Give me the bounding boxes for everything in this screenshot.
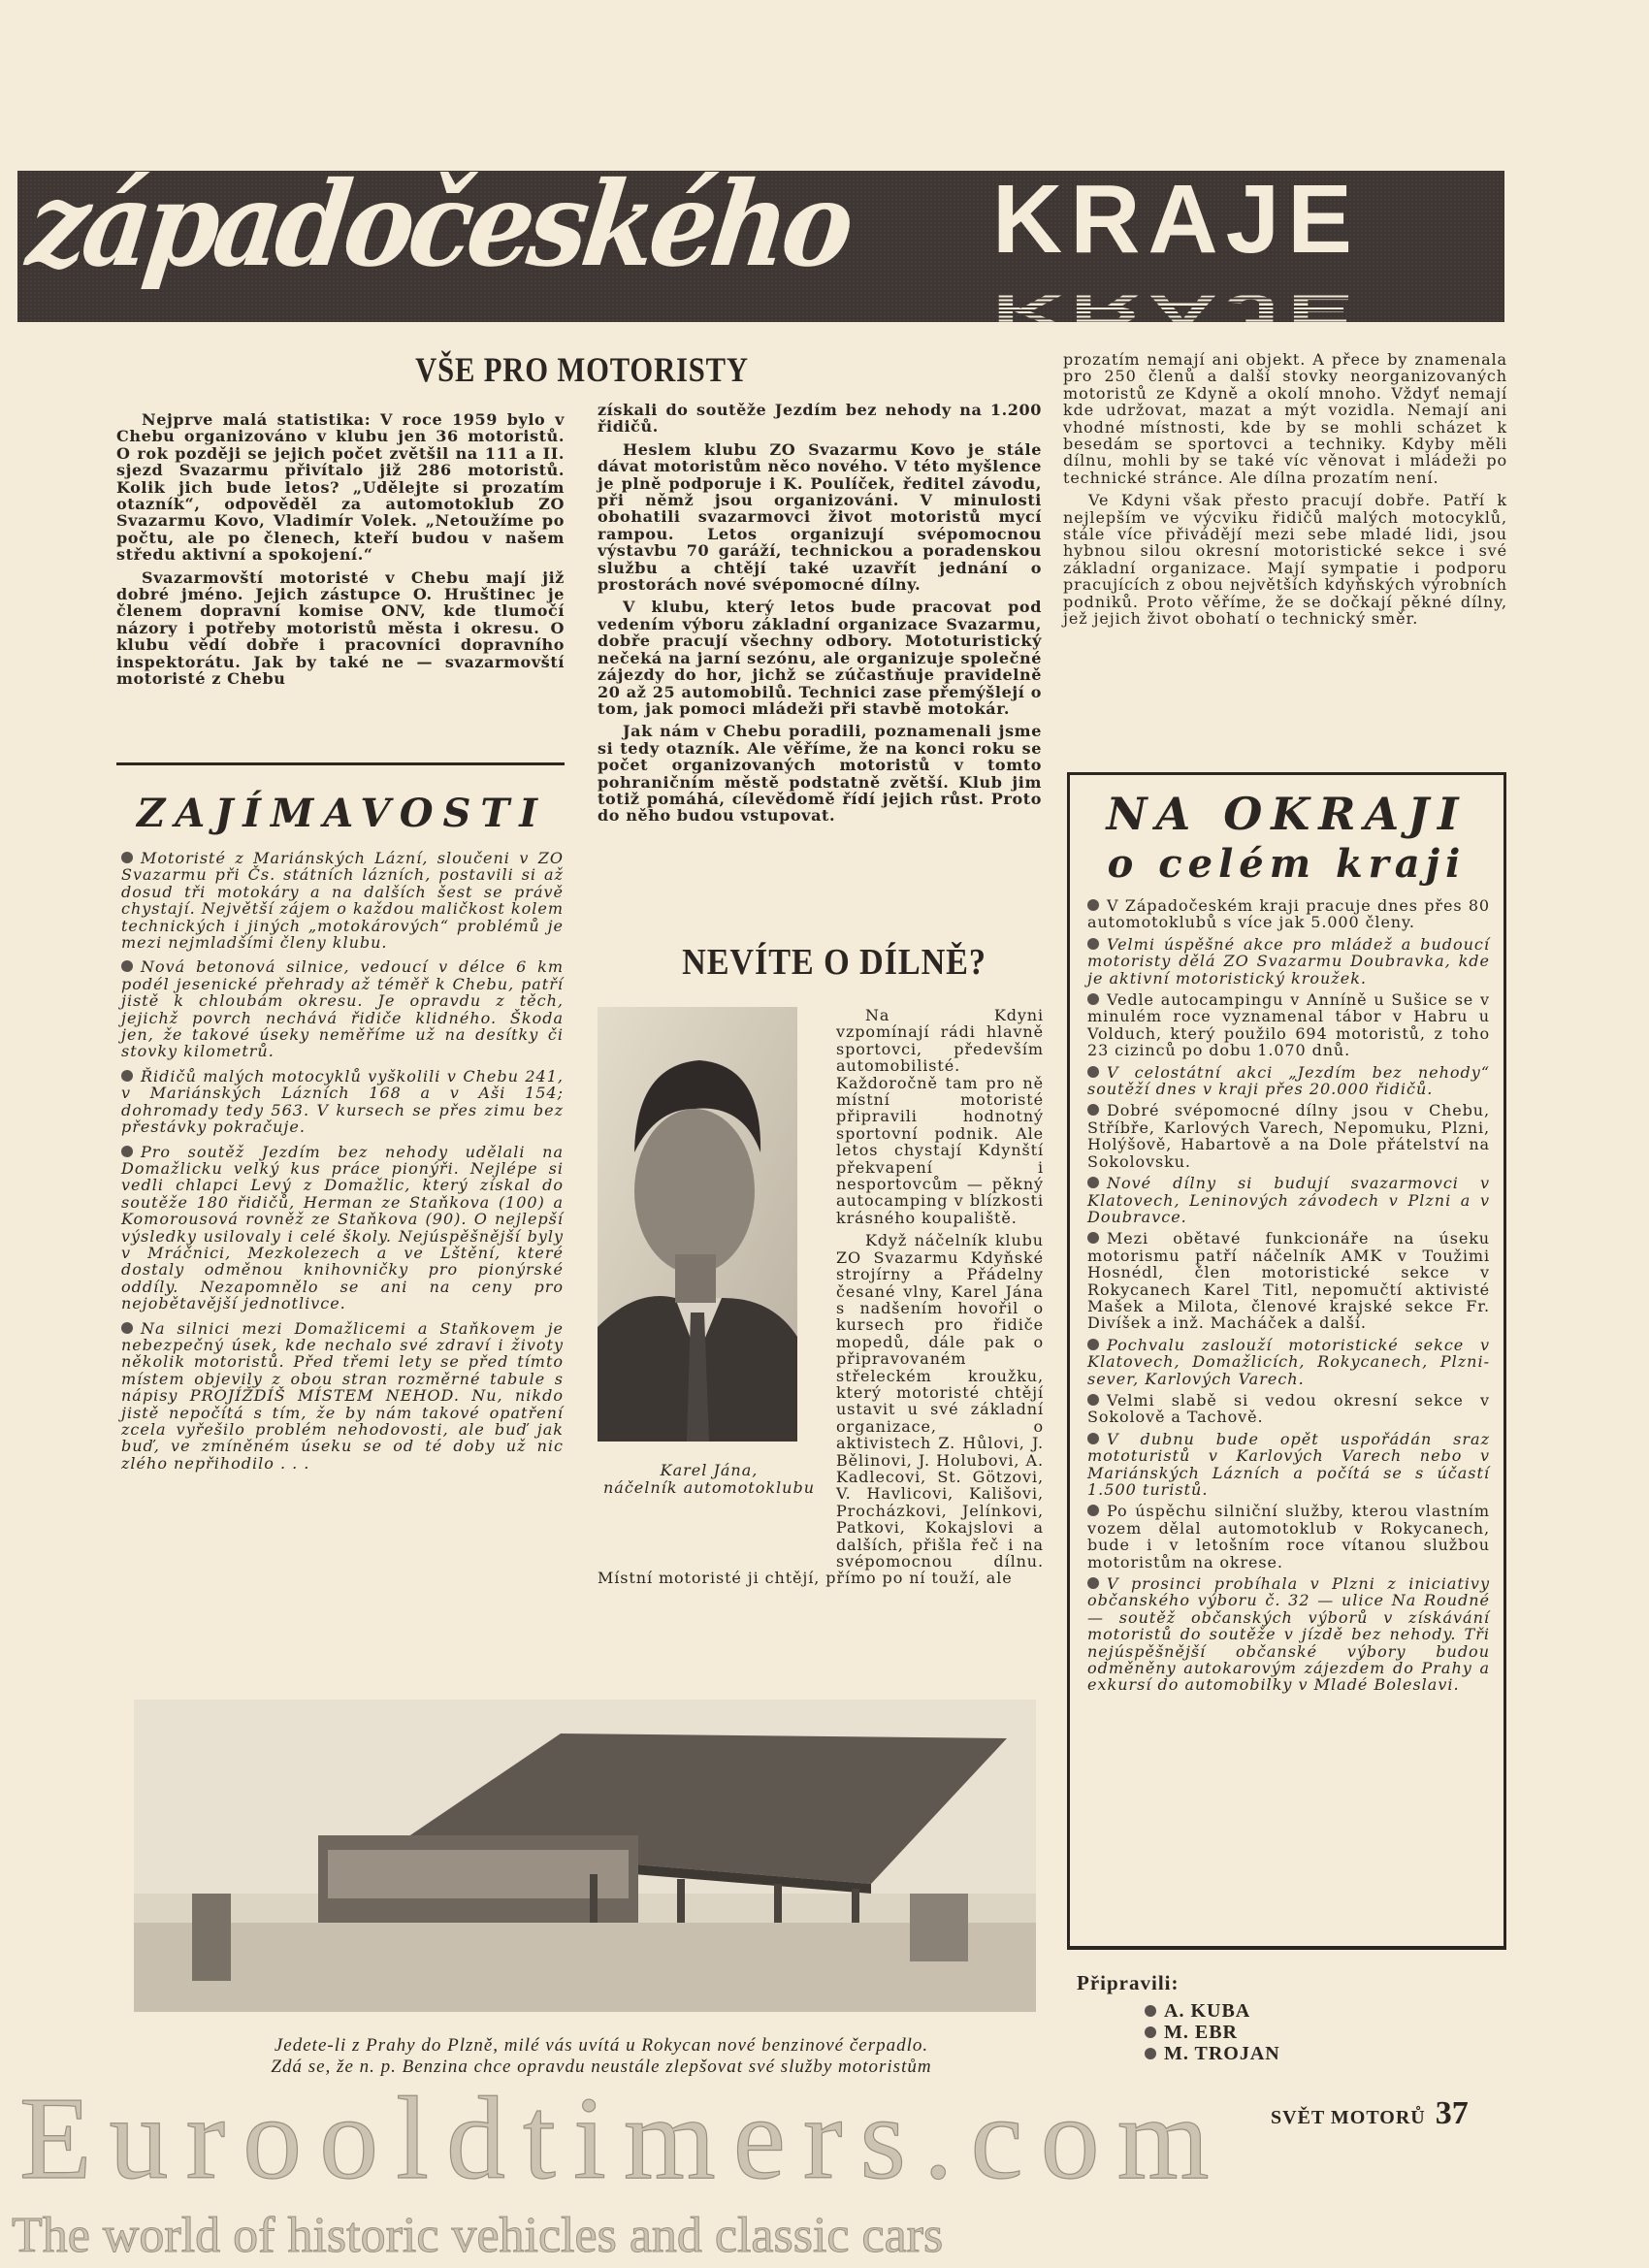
list-item: Velmi úspěšné akce pro mládež a budoucí motoristy dělá ZO Svazarmu Doubravka, kde je aktivní motoristický kroužek. <box>1087 934 1490 988</box>
bullet-icon <box>121 1322 133 1334</box>
na-okraji-box <box>1067 772 1506 1950</box>
box-subtitle: o celém kraji <box>1107 841 1467 887</box>
credits-label: Připravili: <box>1077 1971 1180 1994</box>
list-item: Pochvalu zaslouží motoristické sekce v Klatovech, Domažlicích, Rokycanech, Plzni-sever, Karlových Varech. <box>1087 1335 1490 1388</box>
list-item: Po úspěchu silniční služby, kterou vlastním vozem dělal automotoklub v Rokycanech, bude i v letošním roce vítanou službou motoristům na okrese. <box>1087 1502 1490 1571</box>
list-item: V Západočeském kraji pracuje dnes přes 80 automotoklubů s více jak 5.000 členy. <box>1087 896 1490 932</box>
credit-name: M. EBR <box>1145 2022 1280 2043</box>
section-banner <box>17 156 1504 333</box>
list-item: Velmi slabě si vedou okresní sekce v Sokolově a Tachově. <box>1087 1390 1490 1427</box>
bullet-icon <box>121 852 133 863</box>
list-item: Nová betonová silnice, vedoucí v délce 6 km podél jesenické přehrady až téměř k Chebu, patří jistě k chloubám okresu. Je opravdu z těch, jejichž povrch nechává řidiče klidného. Škoda jen, že takové úseky neměříme už na desítky či stovky kilometrů. <box>121 957 564 1061</box>
bullet-icon <box>1087 1577 1099 1589</box>
banner-block-title-reflection: KRAJE <box>992 286 1360 333</box>
nevite-article <box>598 1007 1044 1593</box>
bullet-icon <box>1087 1433 1099 1444</box>
nevite-title: NEVÍTE O DÍLNĚ? <box>682 942 986 983</box>
paragraph: prozatím nemají ani objekt. A přece by znamenala pro 250 členů a další stovky neorganizovaných motoristů ze Kdyně a okolí mnoho. Vždyť nemají kde udržovat, mazat a mýt vozidla. Nemají ani vhodné místnosti, kde by se mohli scházet k besedám se sportovci a techniky. Kdyby měli dílnu, mohli by se také víc věnovat i mládeži po technické stránce. Ale dílna prozatím není. <box>1063 350 1507 487</box>
article-col-2 <box>598 402 1042 830</box>
paragraph: získali do soutěže Jezdím bez nehody na 1.200 řidičů. <box>598 401 1042 437</box>
bullet-icon <box>121 960 133 972</box>
bullet-icon <box>1087 1394 1099 1406</box>
paragraph: Ve Kdyni však přesto pracují dobře. Patří k nejlepším ve výcviku řidičů malých motocyklů, stále více přivádějí mezi sebe mladé lidi, jsou hybnou silou okresní motoristické sekce i své základní organizace. Mají sympatie i podporu pracujících z obou největších kdyňských výrobních podniků. Proto věříme, že se dočkají pěkné dílny, jež jejich život obohatí o technický směr. <box>1063 491 1507 629</box>
gas-station-photo <box>134 1700 1036 2012</box>
portrait-figure <box>598 1007 821 1570</box>
watermark-tagline: The world of historic vehicles and classic cars <box>12 2208 944 2263</box>
article-col-1 <box>116 411 565 694</box>
paragraph: Nejprve malá statistika: V roce 1959 bylo v Chebu organizováno v klubu jen 36 motoristů. O rok později se jejich počet zvětšil na 111 a II. sjezd Svazarmu přivítalo již 286 motoristů. Kolik jich bude letos? „Udělejte si prozatím otazník“, odpověděl za automotoklub ZO Svazarmu Kovo, Vladimír Volek. „Netoužíme po počtu, ale po členech, kteří budou v našem středu aktivní a spokojení.“ <box>116 410 565 565</box>
paragraph: V klubu, který letos bude pracovat pod vedením výboru základní organizace Svazarmu, dobře pracují všechny odbory. Mototuristický nečeká na jarní sezónu, ale organizuje společné zájezdy do hor, jichž se zúčastňuje pravidelně 20 až 25 automobilů. Technici zase přemýšlejí o tom, jak pomoci mládeži při stavbě motokár. <box>598 598 1042 718</box>
list-item: V celostátní akci „Jezdím bez nehody“ soutěží dnes v kraji přes 20.000 řidičů. <box>1087 1062 1490 1099</box>
banner-block-title: KRAJE <box>992 165 1360 274</box>
bullet-icon <box>1087 938 1099 950</box>
page-footer <box>1271 2095 1469 2132</box>
portrait-caption: Karel Jána, náčelník automotoklubu <box>602 1461 816 1498</box>
list-item: Na silnici mezi Domažlicemi a Staňkovem je nebezpečný úsek, kde nechalo své zdraví i životy několik motoristů. Před třemi lety se před tímto místem objevily z obou stran rozměrné tabule s nápisy PROJÍŽDÍŠ MÍSTEM NEHOD. Nu, nikdo jistě nepočítá s tím, že by nám takové opatření zcela vyřešilo problém nehodovosti, ale buď jak buď, ve zmíněném úseku se od té doby už nic zlého nepřihodilo . . . <box>121 1318 564 1473</box>
bullet-icon <box>1087 1232 1099 1244</box>
banner-script-title: západočeského <box>20 156 857 293</box>
bullet-icon <box>1087 1505 1099 1516</box>
divider <box>116 762 565 765</box>
bullet-icon <box>1087 1104 1099 1116</box>
box-title: NA OKRAJI <box>1106 788 1468 840</box>
list-item: Motoristé z Mariánských Lázní, sloučeni v ZO Svazarmu při Čs. státních lázních, postavili si až dosud tři motokáry a na dalších šest se právě chystají. Největší zájem o každou maličkost kolem technických i jiných „motokárových“ problémů je mezi nejmladšími členy klubu. <box>121 849 564 953</box>
list-item: Nové dílny si budují svazarmovci v Klatovech, Leninových závodech v Plzni a v Doubravce. <box>1087 1174 1490 1226</box>
photo-caption: Jedete-li z Prahy do Plzně, milé vás uvítá u Rokycan nové benzinové čerpadlo. Zdá se, že n. p. Benzina chce opravdu neustále zlepšovat své služby motoristům <box>271 2035 932 2077</box>
list-item: Vedle autocampingu v Anníně u Sušice se v minulém roce vyznamenal tábor v Habru u Volduch, který použilo 694 motoristů, z toho 23 cizinců po dobu 1.070 dnů. <box>1087 990 1490 1060</box>
paragraph: Když náčelník klubu ZO Svazarmu Kdyňské strojírny a Přádelny česané vlny, Karel Jána s nadšením hovořil o kursech pro řidiče mopedů, dále pak o připravovaném střeleckém kroužku, který motoristé chtějí ustavit u své základní organizace, o aktivistech Z. Hůlovi, J. Bělinovi, J. Holubovi, A. Kadlecovi, St. Götzovi, V. Havlicovi, Kališovi, Procházkovi, Jelínkovi, Patkovi, Kokajslovi a dalších, přišla řeč i na svépomocnou dílnu. Místní motoristé ji chtějí, přímo po ní touží, ale <box>598 1231 1044 1588</box>
bullet-icon <box>121 1070 133 1082</box>
bullet-icon <box>1145 2048 1156 2059</box>
watermark-site: Eurooldtimers.com <box>19 2073 1227 2204</box>
credit-name: A. KUBA <box>1145 2000 1280 2022</box>
paragraph: Svazarmovští motoristé v Chebu mají již dobré jméno. Jejich zástupce O. Hruštinec je členem dopravní komise ONV, kde tlumočí názory i potřeby motoristů města i okresu. O klubu vědí dobře i pracovníci dopravního inspektorátu. Jak by také ne — svazarmovští motoristé z Chebu <box>116 567 565 689</box>
bullet-icon <box>1087 899 1099 911</box>
bullet-icon <box>1145 2026 1156 2038</box>
list-item: V prosinci probíhala v Plzni z iniciativy občanského výboru č. 32 — ulice Na Roudné — soutěž občanských výborů v získávání motoristů do soutěže v jízdě bez nehody. Tři nejúspěšnější občanské výbory budou odměněny autokarovým zájezdem do Prahy a exkursí do automobilky v Mladé Boleslavi. <box>1087 1574 1490 1695</box>
paragraph: Jak nám v Chebu poradili, poznamenali jsme si tedy otazník. Ale věříme, že na konci roku se počet organizovaných motoristů v tomto pohraničním městě podstatně zvětší. Klub jim totiž pomáhá, cílevědomě řídí jejich růst. Proto do něho budou vstupovat. <box>598 722 1042 826</box>
bullet-icon <box>1087 993 1099 1005</box>
portrait-photo <box>598 1007 797 1442</box>
list-item: Řidičů malých motocyklů vyškolili v Chebu 241, v Mariánských Lázních 168 a v Aši 154; dohromady tedy 563. V kursech se přes zimu bez přestávky pokračuje. <box>121 1066 564 1137</box>
box-items <box>1070 890 1504 1694</box>
zajimavosti-list <box>121 850 564 1479</box>
magazine-name: SVĚT MOTORŮ <box>1271 2107 1426 2128</box>
list-item: Dobré svépomocné dílny jsou v Chebu, Stříbře, Karlových Varech, Nepomuku, Plzni, Holýšově, Habartově a na Dole přátelství na Sokolovsku. <box>1087 1101 1490 1171</box>
list-item: V dubnu bude opět uspořádán sraz mototuristů v Karlových Varech nebo v Mariánských Lázních a počítá se s účastí 1.500 turistů. <box>1087 1429 1490 1499</box>
bullet-icon <box>121 1146 133 1157</box>
paragraph: Na Kdyni vzpomínají rádi hlavně sportovci, především automobilisté. Každoročně tam pro ně místní motoristé připravili hodnotný sportovní podnik. Ale letos chystají Kdynští překvapení i nesportovcům — pěkný autocamping v blízkosti krásného koupaliště. <box>836 1006 1044 1227</box>
kdyne-continued-col <box>1063 351 1507 633</box>
bullet-icon <box>1087 1339 1099 1350</box>
credit-name: M. TROJAN <box>1145 2043 1280 2064</box>
paragraph: Heslem klubu ZO Svazarmu Kovo je stále dávat motoristům něco nového. V této myšlence je plně podporuje i K. Poulíček, ředitel závodu, při němž jsou organizováni. V minulosti obohatili svazarmovci život motoristů mycí rampou. Letos organizují svépomocnou výstavbu 70 garáží, technickou a poradenskou službu a chtějí také uzavřít jednání o prostorách nové svépomocné dílny. <box>598 439 1042 595</box>
bullet-icon <box>1087 1177 1099 1188</box>
list-item: Pro soutěž Jezdím bez nehody udělali na Domažlicku velký kus práce pionýři. Nejlépe si vedli chlapci Levý z Domažlic, který získal do soutěže 180 řidičů, Herman ze Staňkova (100) a Komorousová rovněž ze Staňkova (90). O nejlepší výsledky usilovaly i celé školy. Nejúspěšnější byly v Mráčnici, Mezkolezech a ve Lštění, které dostaly odměnou knihovničky pro pionýrské oddíly. Nezapomnělo se ani na ceny pro nejobětavější jednotlivce. <box>121 1142 564 1313</box>
credits-names <box>1145 2000 1280 2064</box>
page-number: 37 <box>1435 2095 1469 2131</box>
bullet-icon <box>1087 1066 1099 1078</box>
zajimavosti-title: ZAJÍMAVOSTI <box>137 791 547 836</box>
bullet-icon <box>1145 2005 1156 2017</box>
article-title: VŠE PRO MOTORISTY <box>415 350 749 389</box>
list-item: Mezi obětavé funkcionáře na úseku motorismu patří náčelník AMK v Toužimi Hosnédl, člen motoristické sekce v Rokycanech Karel Titl, nepomučtí aktivisté Mašek a Milota, členové krajské sekce Fr. Divíšek a inž. Macháček a další. <box>1087 1229 1490 1333</box>
